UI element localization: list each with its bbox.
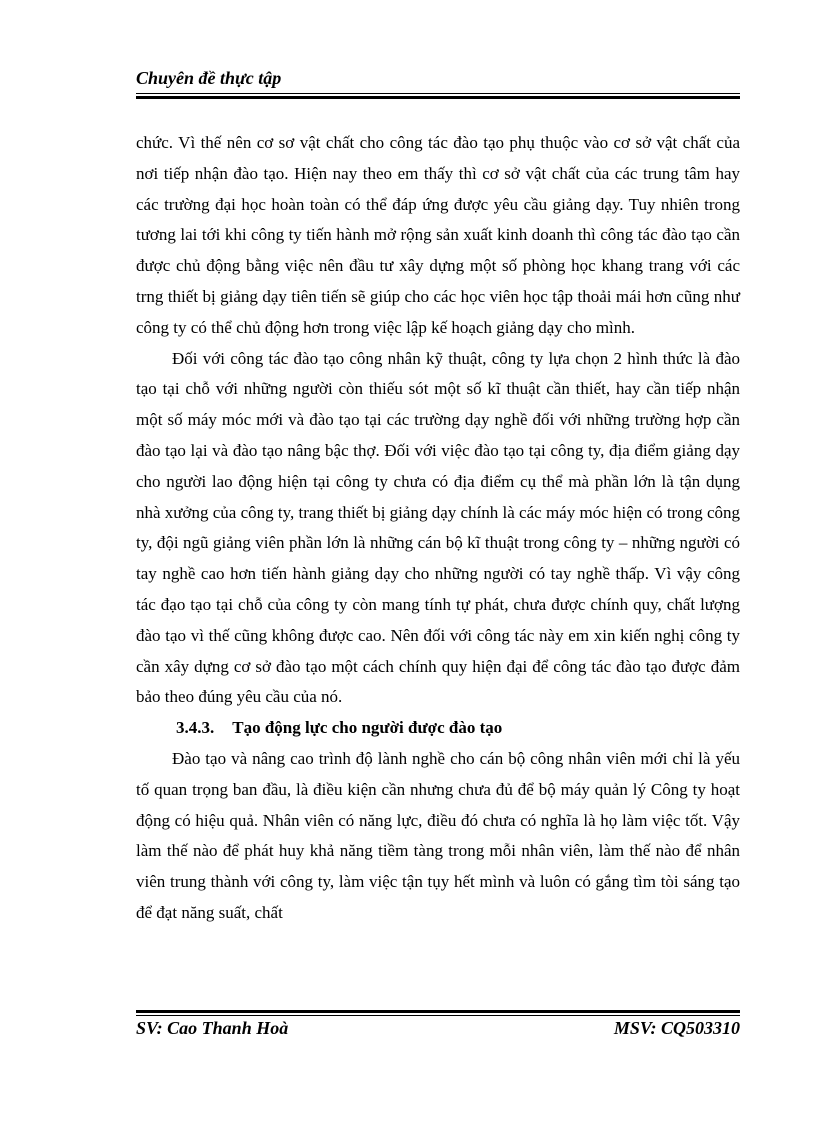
footer-student-id: MSV: CQ503310 bbox=[613, 1018, 740, 1038]
footer-rule-thin bbox=[136, 1015, 740, 1016]
footer-rule-thick bbox=[136, 1010, 740, 1013]
footer-student-name: SV: Cao Thanh Hoà bbox=[136, 1018, 289, 1038]
body-text bbox=[136, 128, 740, 929]
page-footer bbox=[136, 1018, 740, 1039]
paragraph-2: Đối với công tác đào tạo công nhân kỹ thuật, công ty lựa chọn 2 hình thức là đào tạo tại chỗ với những người còn thiếu sót một số kĩ thuật cần thiết, hay cần tiếp nhận một số máy móc mới và đào tạo tại các trường dạy nghề đối với những trường hợp cần đào tạo lại và đào tạo nâng bậc thợ. Đối với việc đào tạo tại công ty, địa điểm giảng dạy cho người lao động hiện tại công ty chưa có địa điểm cụ thể mà phần lớn là tận dụng nhà xưởng của công ty, trang thiết bị giảng dạy chính là các máy móc hiện có trong công ty, đội ngũ giảng viên phần lớn là những cán bộ kĩ thuật trong công ty – những người có tay nghề cao hơn tiến hành giảng dạy cho những người có tay nghề thấp. Vì vậy công tác đạo tạo tại chỗ của công ty còn mang tính tự phát, chưa được chính quy, chất lượng đào tạo vì thế cũng không được cao. Nên đối với công tác này em xin kiến nghị công ty cần xây dựng cơ sở đào tạo một cách chính quy hiện đại để công tác đào tạo được đảm bảo theo đúng yêu cầu của nó. bbox=[136, 348, 740, 707]
page-header-title: Chuyên đề thực tập bbox=[136, 68, 282, 88]
paragraph-1: chức. Vì thế nên cơ sơ vật chất cho công tác đào tạo phụ thuộc vào cơ sở vật chất của nơi tiếp nhận đào tạo. Hiện nay theo em thấy thì cơ sở vật chất của các trung tâm hay các trường đại học hoàn toàn có thể đáp ứng được yêu cầu giảng dạy. Tuy nhiên trong tương lai tới khi công ty tiến hành mở rộng sản xuất kinh doanh thì công tác đào tạo cần được chủ động bằng việc nên đầu tư xây dựng một số phòng học khang trang với các trng thiết bị giảng dạy tiên tiến sẽ giúp cho các học viên học tập thoải mái hơn cũng như công ty có thể chủ động hơn trong việc lập kế hoạch giảng dạy cho mình. bbox=[136, 133, 740, 337]
paragraph-3: Đào tạo và nâng cao trình độ lành nghề cho cán bộ công nhân viên mới chỉ là yếu tố quan trọng ban đầu, là điều kiện cần nhưng chưa đủ để bộ máy quản lý Công ty hoạt động có hiệu quả. Nhân viên có năng lực, điều đó chưa có nghĩa là họ làm việc tốt. Vậy làm thế nào để phát huy khả năng tiềm tàng trong mỗi nhân viên, làm thế nào để nhân viên trung thành với công ty, làm việc tận tụy hết mình và luôn có gắng tìm tòi sáng tạo để đạt năng suất, chất bbox=[136, 748, 740, 922]
header-rule-thick bbox=[136, 96, 740, 99]
header-rule-thin bbox=[136, 93, 740, 94]
section-heading bbox=[136, 713, 740, 744]
section-number: 3.4.3. bbox=[176, 718, 215, 738]
section-title: Tạo động lực cho người được đào tạo bbox=[232, 718, 503, 738]
